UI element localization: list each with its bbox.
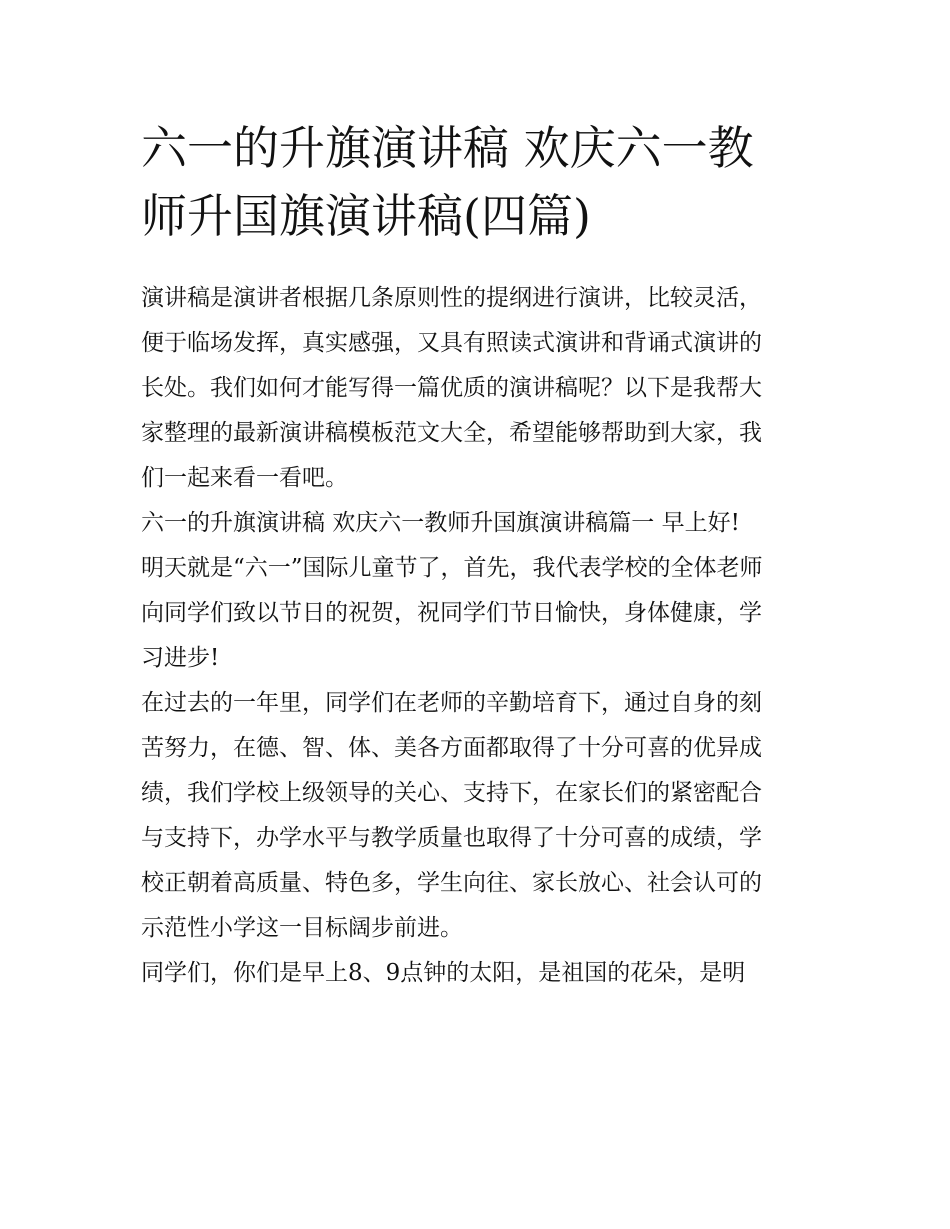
document-title (141, 114, 816, 250)
paragraph-line: 向同学们致以节日的祝贺，祝同学们节日愉快，身体健康，学 (141, 600, 762, 626)
paragraph-line: 在过去的一年里，同学们在老师的辛勤培育下，通过自身的刻 (141, 690, 762, 716)
paragraph-line: 演讲稿是演讲者根据几条原则性的提纲进行演讲，比较灵活， (141, 285, 762, 311)
paragraph-intro (141, 276, 816, 501)
paragraph-line: 家整理的最新演讲稿模板范文大全，希望能够帮助到大家，我 (141, 420, 762, 446)
paragraph-line: 长处。我们如何才能写得一篇优质的演讲稿呢？以下是我帮大 (141, 375, 762, 401)
paragraph-line: 习进步! (141, 645, 220, 671)
paragraph-line: 便于临场发挥，真实感强，又具有照读式演讲和背诵式演讲的 (141, 330, 762, 356)
paragraph-greeting (141, 546, 816, 681)
paragraph-line: 绩，我们学校上级领导的关心、支持下，在家长们的紧密配合 (141, 780, 762, 806)
paragraph-section-heading (141, 501, 816, 546)
paragraph-line: 苦努力，在德、智、体、美各方面都取得了十分可喜的优异成 (141, 735, 762, 761)
paragraph-line: 同学们，你们是早上8、9点钟的太阳，是祖国的花朵，是明 (141, 960, 746, 986)
paragraph-line: 与支持下，办学水平与教学质量也取得了十分可喜的成绩，学 (141, 825, 762, 851)
paragraph-line: 六一的升旗演讲稿 欢庆六一教师升国旗演讲稿篇一 早上好! (141, 510, 740, 536)
paragraph-line: 校正朝着高质量、特色多，学生向往、家长放心、社会认可的 (141, 870, 762, 896)
document-body (141, 276, 816, 996)
document-content (141, 114, 816, 996)
paragraph-line: 明天就是“六一”国际儿童节了，首先，我代表学校的全体老师 (141, 555, 763, 581)
paragraph-closing (141, 951, 816, 996)
paragraph-line: 示范性小学这一目标阔步前进。 (141, 915, 463, 941)
paragraph-line: 们一起来看一看吧。 (141, 465, 348, 491)
title-line: 师升国旗演讲稿(四篇) (141, 189, 591, 243)
paragraph-achievements (141, 681, 816, 951)
title-line: 六一的升旗演讲稿 欢庆六一教 (141, 121, 754, 175)
